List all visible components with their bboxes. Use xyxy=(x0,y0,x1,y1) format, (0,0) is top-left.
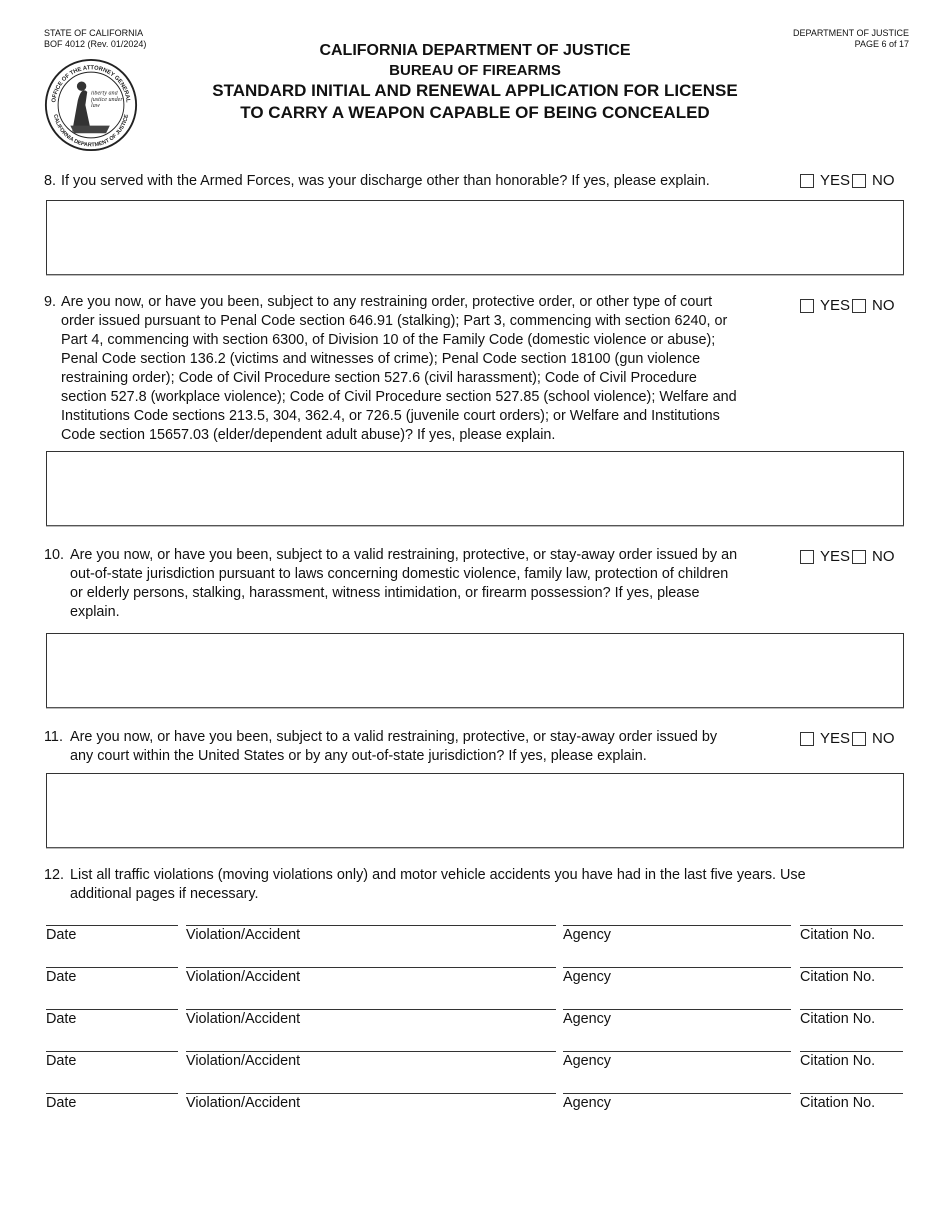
citation-number-field[interactable] xyxy=(800,1093,903,1112)
yes-checkbox[interactable] xyxy=(800,299,814,313)
question-10 xyxy=(44,546,804,622)
violation-accident-field[interactable] xyxy=(186,967,556,986)
question-line: Penal Code section 136.2 (victims and witnesses of crime); Penal Code section 18100 (gun violence xyxy=(61,351,701,367)
page-number: PAGE 6 of 17 xyxy=(854,39,909,49)
question-number: 12. xyxy=(44,867,65,883)
no-label: NO xyxy=(872,730,895,747)
question-9 xyxy=(44,293,804,445)
date-field[interactable] xyxy=(46,967,178,986)
citation-number-field[interactable] xyxy=(800,925,903,944)
agency-field[interactable] xyxy=(563,967,791,986)
yes-label: YES xyxy=(820,730,851,747)
question-11 xyxy=(44,728,804,766)
column-label: Citation No. xyxy=(800,927,876,943)
question-number: 8. xyxy=(44,173,57,189)
title-agency: CALIFORNIA DEPARTMENT OF JUSTICE xyxy=(319,42,631,59)
question-10-explanation-box[interactable] xyxy=(46,633,904,708)
column-label: Agency xyxy=(563,1095,611,1111)
date-field[interactable] xyxy=(46,1093,178,1112)
question-text: If you served with the Armed Forces, was your discharge other than honorable? If yes, please explain. xyxy=(61,173,710,189)
column-label: Date xyxy=(46,969,77,985)
question-line: restraining order); Code of Civil Procedure section 527.6 (civil harassment); Code of Civil Procedure xyxy=(61,370,697,386)
form-title xyxy=(0,41,950,124)
date-field[interactable] xyxy=(46,1009,178,1028)
question-line: section 527.8 (workplace violence); Code of Civil Procedure section 527.85 (school violence); Welfare and xyxy=(61,389,737,405)
column-label: Date xyxy=(46,1095,77,1111)
column-label: Agency xyxy=(563,927,611,943)
title-bureau: BUREAU OF FIREARMS xyxy=(389,62,561,79)
seal-motto: liberty and justice under law xyxy=(91,90,123,109)
no-label: NO xyxy=(872,172,895,189)
agency-field[interactable] xyxy=(563,1093,791,1112)
question-text xyxy=(70,546,810,622)
question-text xyxy=(61,293,806,445)
no-checkbox[interactable] xyxy=(852,732,866,746)
agency-field[interactable] xyxy=(563,925,791,944)
question-8-explanation-box[interactable] xyxy=(46,200,904,275)
no-label: NO xyxy=(872,548,895,565)
citation-number-field[interactable] xyxy=(800,1009,903,1028)
question-11-explanation-box[interactable] xyxy=(46,773,904,848)
citation-number-field[interactable] xyxy=(800,1051,903,1070)
state-name: STATE OF CALIFORNIA xyxy=(44,28,144,38)
title-application-2: TO CARRY A WEAPON CAPABLE OF BEING CONCEALED xyxy=(240,103,710,122)
question-line: Are you now, or have you been, subject to a valid restraining, protective, or stay-away order issued by xyxy=(70,729,718,745)
column-label: Agency xyxy=(563,969,611,985)
question-9-yes-no xyxy=(800,297,897,315)
svg-text:OFFICE OF THE ATTORNEY GENERAL: OFFICE OF THE ATTORNEY GENERAL xyxy=(51,65,131,103)
question-12 xyxy=(44,866,904,904)
column-label: Violation/Accident xyxy=(186,969,301,985)
svg-text:CALIFORNIA DEPARTMENT OF JUSTI: CALIFORNIA DEPARTMENT OF JUSTICE xyxy=(51,113,131,149)
violation-accident-field[interactable] xyxy=(186,925,556,944)
question-8-yes-no xyxy=(800,172,897,190)
question-line: Part 4, commencing with section 6300, of Division 10 of the Family Code (domestic violence or abuse); xyxy=(61,332,716,348)
question-line: Code section 15657.03 (elder/dependent adult abuse)? If yes, please explain. xyxy=(61,427,556,443)
department-name: DEPARTMENT OF JUSTICE xyxy=(792,28,909,38)
question-line: order issued pursuant to Penal Code section 646.91 (stalking); Part 3, commencing with section 6240, or xyxy=(61,313,728,329)
yes-label: YES xyxy=(820,172,851,189)
question-number: 11. xyxy=(44,729,63,745)
agency-field[interactable] xyxy=(563,1009,791,1028)
question-8-explanation-input[interactable] xyxy=(47,201,903,274)
question-line: Institutions Code sections 213.5, 304, 362.4, or 726.5 (juvenile court orders); or Welfare and Institutions xyxy=(61,408,720,424)
no-checkbox[interactable] xyxy=(852,550,866,564)
agency-field[interactable] xyxy=(563,1051,791,1070)
yes-checkbox[interactable] xyxy=(800,174,814,188)
question-11-explanation-input[interactable] xyxy=(47,774,903,847)
attorney-general-seal-icon xyxy=(44,58,138,152)
question-9-explanation-input[interactable] xyxy=(47,452,903,525)
column-label: Citation No. xyxy=(800,1011,876,1027)
column-label: Citation No. xyxy=(800,1053,876,1069)
yes-label: YES xyxy=(820,548,851,565)
column-label: Violation/Accident xyxy=(186,1011,301,1027)
question-number: 9. xyxy=(44,294,57,310)
question-8 xyxy=(44,172,804,192)
violation-accident-field[interactable] xyxy=(186,1009,556,1028)
question-11-yes-no xyxy=(800,730,897,748)
no-label: NO xyxy=(872,297,895,314)
yes-checkbox[interactable] xyxy=(800,732,814,746)
question-10-explanation-input[interactable] xyxy=(47,634,903,707)
question-line: Are you now, or have you been, subject to any restraining order, protective order, or other type of court xyxy=(61,294,713,310)
column-label: Citation No. xyxy=(800,1095,876,1111)
question-text xyxy=(70,728,810,766)
question-line: out-of-state jurisdiction pursuant to laws concerning domestic violence, family law, protection of children xyxy=(70,566,729,582)
column-label: Violation/Accident xyxy=(186,927,301,943)
column-label: Violation/Accident xyxy=(186,1095,301,1111)
violation-accident-field[interactable] xyxy=(186,1051,556,1070)
column-label: Date xyxy=(46,1011,77,1027)
question-number: 10. xyxy=(44,547,65,563)
question-line: any court within the United States or by any out-of-state jurisdiction? If yes, please explain. xyxy=(70,748,647,764)
date-field[interactable] xyxy=(46,1051,178,1070)
question-9-explanation-box[interactable] xyxy=(46,451,904,526)
question-text xyxy=(70,866,904,904)
violation-accident-field[interactable] xyxy=(186,1093,556,1112)
date-field[interactable] xyxy=(46,925,178,944)
column-label: Agency xyxy=(563,1011,611,1027)
question-line: Are you now, or have you been, subject to a valid restraining, protective, or stay-away order issued by an xyxy=(70,547,738,563)
yes-checkbox[interactable] xyxy=(800,550,814,564)
no-checkbox[interactable] xyxy=(852,299,866,313)
question-line: List all traffic violations (moving violations only) and motor vehicle accidents you have had in the last five years. Use xyxy=(70,867,806,883)
question-line: additional pages if necessary. xyxy=(70,886,259,902)
yes-label: YES xyxy=(820,297,851,314)
citation-number-field[interactable] xyxy=(800,967,903,986)
column-label: Date xyxy=(46,927,77,943)
question-10-yes-no xyxy=(800,548,897,566)
title-application: STANDARD INITIAL AND RENEWAL APPLICATION FOR LICENSE xyxy=(212,81,738,100)
question-line: or elderly persons, stalking, harassment, witness intimidation, or firearm possession? If yes, please xyxy=(70,585,700,601)
column-label: Violation/Accident xyxy=(186,1053,301,1069)
column-label: Citation No. xyxy=(800,969,876,985)
column-label: Date xyxy=(46,1053,77,1069)
form-number: BOF 4012 (Rev. 01/2024) xyxy=(44,39,147,49)
no-checkbox[interactable] xyxy=(852,174,866,188)
question-line: explain. xyxy=(70,604,120,620)
column-label: Agency xyxy=(563,1053,611,1069)
